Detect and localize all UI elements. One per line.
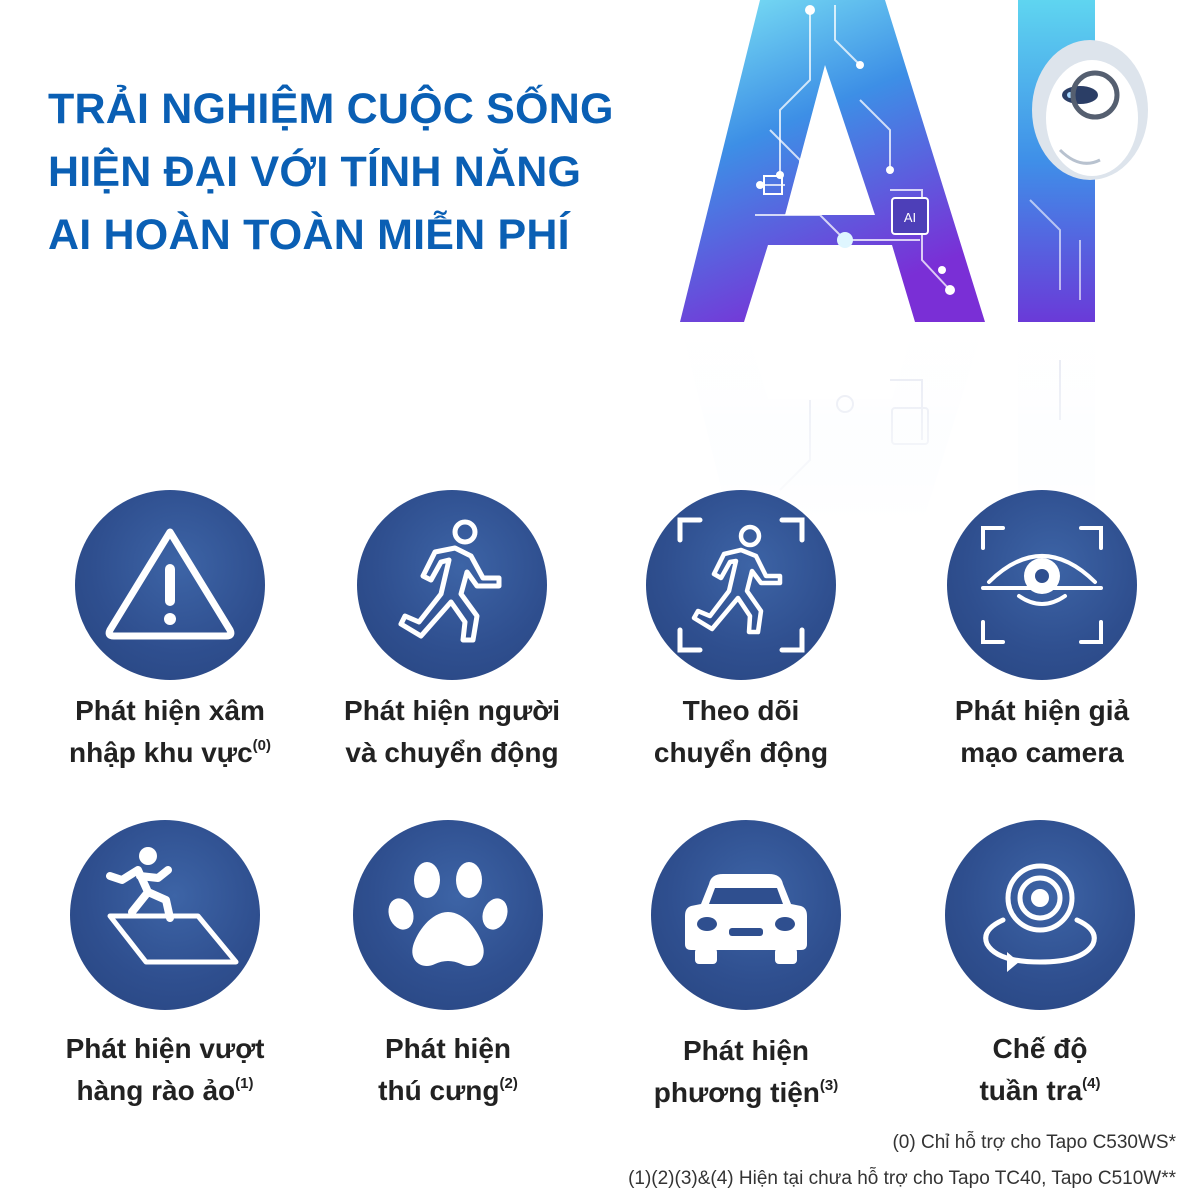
person-tracking-icon — [646, 490, 836, 680]
person-detection-badge — [357, 490, 547, 680]
feature-label-vehicle: Phát hiện phương tiện$^{(3)}$ — [653, 1035, 839, 1108]
footnote-0: (0) Chỉ hỗ trợ cho Tapo C530WS* — [892, 1132, 1176, 1153]
car-icon — [651, 820, 841, 1010]
camera-tampering-badge — [947, 490, 1137, 680]
patrol-rotate-icon — [945, 820, 1135, 1010]
robot-head-icon — [1032, 40, 1148, 180]
feature-label-tracking: Theo dõi chuyển động — [653, 695, 829, 768]
headline-line-3: AI HOÀN TOÀN MIỄN PHÍ — [48, 211, 570, 259]
warning-triangle-icon — [75, 490, 265, 680]
headline-line-2: HIỆN ĐẠI VỚI TÍNH NĂNG — [48, 148, 582, 196]
motion-tracking-badge — [646, 490, 836, 680]
ai-hero-graphic — [660, 0, 1200, 520]
eye-scan-icon — [947, 490, 1137, 680]
feature-label-tampering: Phát hiện giả mạo camera — [954, 695, 1130, 768]
line-crossing-icon — [70, 820, 260, 1010]
footnote-1: (1)(2)(3)&(4) Hiện tại chưa hỗ trợ cho Tapo TC40, Tapo C510W** — [628, 1168, 1176, 1189]
intrusion-detection-badge — [75, 490, 265, 680]
vehicle-detection-badge — [651, 820, 841, 1010]
paw-icon — [353, 820, 543, 1010]
chip-label: AI — [903, 210, 917, 225]
feature-label-intrusion: Phát hiện xâm nhập khu vực$^{(0)}$ — [69, 695, 271, 768]
feature-label-person: Phát hiện người và chuyển động — [344, 695, 560, 768]
feature-label-line-crossing: Phát hiện vượt hàng rào ảo$^{(1)}$ — [65, 1033, 265, 1106]
pet-detection-badge — [353, 820, 543, 1010]
feature-label-pet: Phát hiện thú cưng$^{(2)}$ — [378, 1033, 518, 1106]
running-person-icon — [357, 490, 547, 680]
headline-line-1: TRẢI NGHIỆM CUỘC SỐNG — [48, 85, 614, 133]
feature-label-patrol: Chế độ tuần tra$^{(4)}$ — [979, 1033, 1101, 1106]
headline — [48, 78, 614, 267]
line-crossing-badge — [70, 820, 260, 1010]
patrol-mode-badge — [945, 820, 1135, 1010]
